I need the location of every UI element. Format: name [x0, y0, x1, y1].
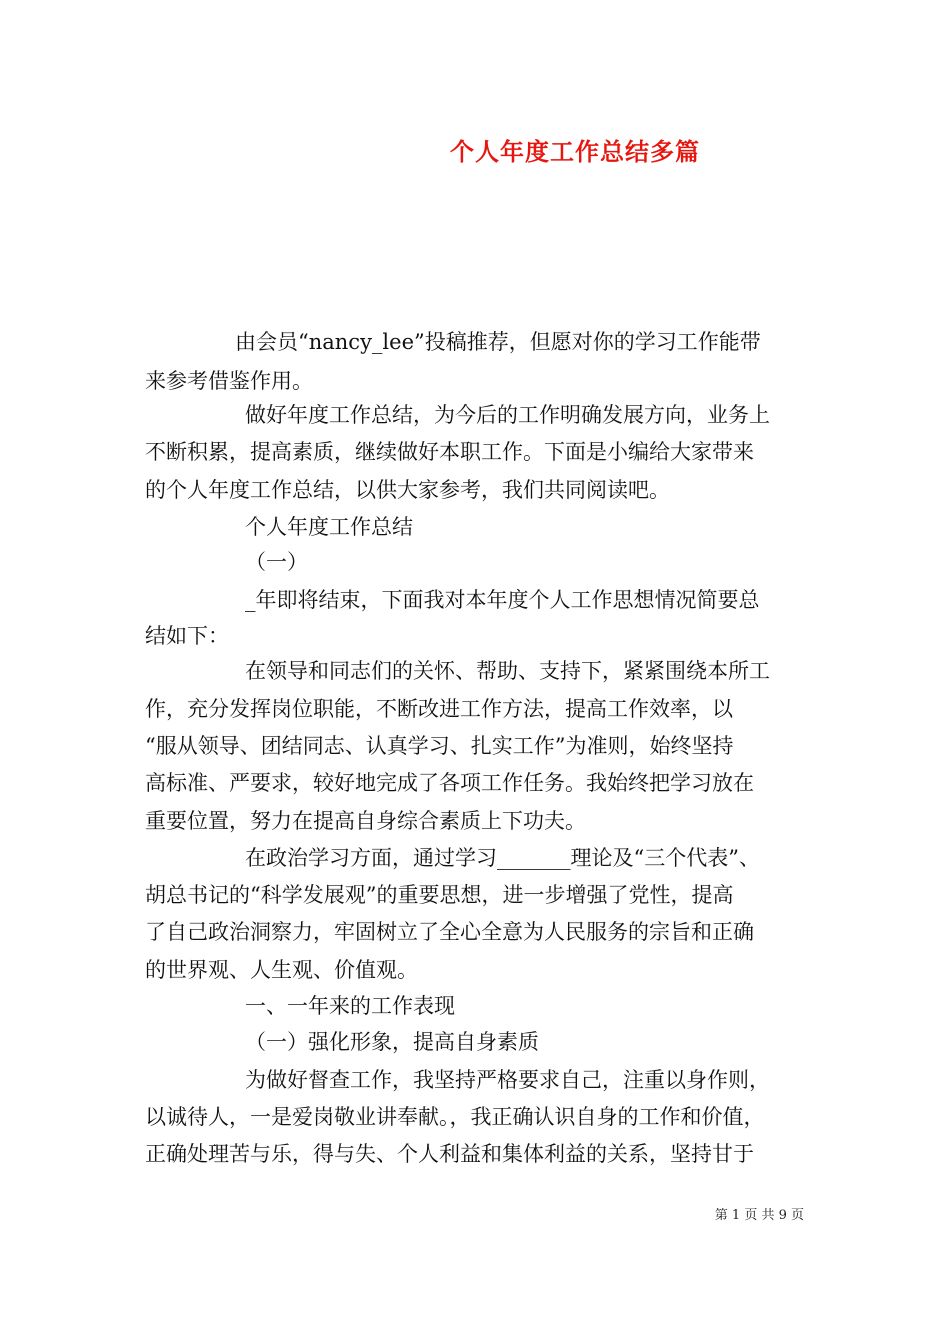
paragraph-line: 结如下：	[145, 624, 229, 648]
subsection-heading: （一）强化形象，提高自身素质	[245, 1030, 539, 1054]
paragraph-line: 来参考借鉴作用。	[145, 369, 313, 393]
section-heading: 一、一年来的工作表现	[245, 994, 455, 1018]
paragraph-line: 的个人年度工作总结，以供大家参考，我们共同阅读吧。	[145, 478, 670, 502]
paragraph-line: 在政治学习方面，通过学习_______理论及“三个代表”、	[245, 846, 760, 870]
paragraph-line: 在领导和同志们的关怀、帮助、支持下，紧紧围绕本所工	[245, 659, 770, 683]
paragraph-line: _年即将结束，下面我对本年度个人工作思想情况简要总	[245, 588, 760, 612]
paragraph-line: 正确处理苦与乐，得与失、个人利益和集体利益的关系，坚持甘于	[145, 1142, 754, 1166]
paragraph-line: 作，充分发挥岗位职能，不断改进工作方法，提高工作效率，以	[145, 697, 733, 721]
paragraph-line: 不断积累，提高素质，继续做好本职工作。下面是小编给大家带来	[145, 440, 754, 464]
paragraph-line: 了自己政治洞察力，牢固树立了全心全意为人民服务的宗旨和正确	[145, 920, 754, 944]
paragraph-line: “服从领导、团结同志、认真学习、扎实工作”为准则，始终坚持	[145, 734, 734, 758]
paragraph-line: 以诚待人，一是爱岗敬业讲奉献。，我正确认识自身的工作和价值，	[145, 1105, 765, 1129]
paragraph-line: 高标准、严要求，较好地完成了各项工作任务。我始终把学习放在	[145, 771, 754, 795]
page-footer: 第 1 页 共 9 页	[714, 1208, 804, 1223]
paragraph-line: 为做好督查工作，我坚持严格要求自己，注重以身作则，	[245, 1068, 770, 1092]
paragraph-line: 做好年度工作总结，为今后的工作明确发展方向，业务上	[245, 403, 770, 427]
paragraph-line: 由会员“nancy_lee”投稿推荐，但愿对你的学习工作能带	[235, 330, 761, 354]
paragraph-line: 重要位置，努力在提高自身综合素质上下功夫。	[145, 809, 586, 833]
document-title: 个人年度工作总结多篇	[450, 137, 700, 166]
paragraph-line: 的世界观、人生观、价值观。	[145, 958, 418, 982]
paragraph-line: 胡总书记的“科学发展观”的重要思想，进一步增强了党性，提高	[145, 883, 734, 907]
section-number: （一）	[245, 550, 308, 574]
section-heading: 个人年度工作总结	[245, 515, 413, 539]
